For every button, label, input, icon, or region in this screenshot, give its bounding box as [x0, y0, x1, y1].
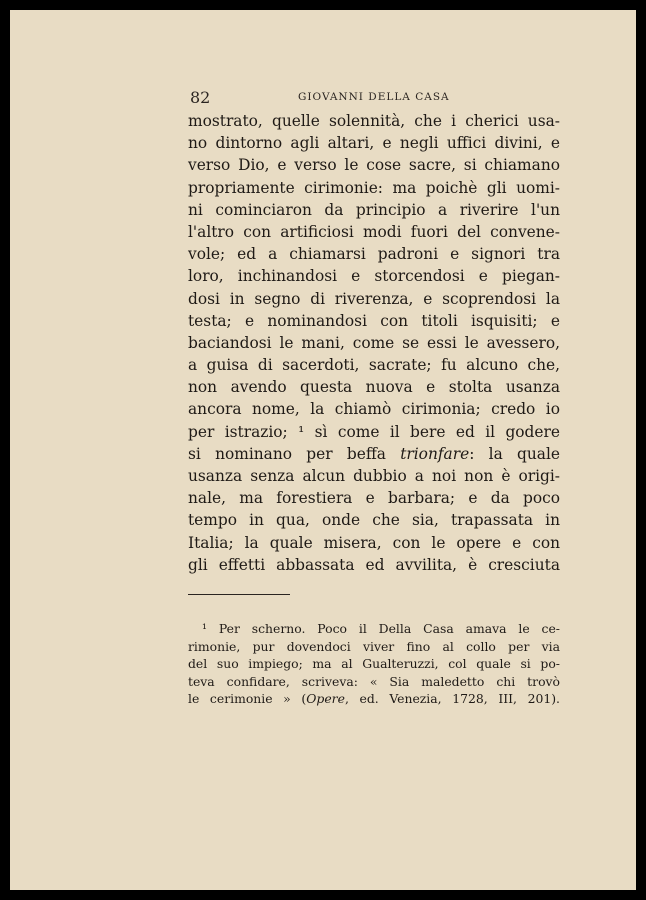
- body-line-9: dosi in segno di riverenza, e scoprendosi la: [188, 289, 560, 308]
- footnote-line-3: del suo impiego; ma al Gualteruzzi, col quale si po-: [188, 656, 560, 672]
- body-line-2: no dintorno agli altari, e negli uffici divini, e: [188, 134, 560, 153]
- body-line-5: ni cominciaron da principio a riverire l'un: [188, 200, 560, 219]
- body-line-17: usanza senza alcun dubbio a noi non è origi-: [188, 467, 560, 485]
- body-line-1: mostrato, quelle solennità, che i cherici usa-: [188, 112, 560, 130]
- footnote-line-5: [188, 690, 560, 708]
- body-line-20: Italia; la quale misera, con le opere e con: [188, 533, 560, 552]
- body-line-7: vole; ed a chiamarsi padroni e signori tra: [188, 245, 560, 264]
- footnote-line-1: ¹ Per scherno. Poco il Della Casa amava le ce-: [202, 621, 560, 636]
- footnote: [188, 620, 560, 708]
- footnote-line-2: rimonie, pur dovendoci viver fino al collo per via: [188, 638, 560, 654]
- body-line-16-tail: : la quale: [469, 444, 560, 463]
- footnote-italic-title: Opere: [306, 691, 345, 707]
- running-title: GIOVANNI DELLA CASA: [298, 91, 450, 103]
- footnote-citation: , ed. Venezia, 1728, III, 201).: [344, 691, 560, 707]
- footnote-line-4: teva confidare, scriveva: « Sia maledetto chi trovò: [188, 673, 560, 689]
- body-line-4: propriamente cirimonie: ma poichè gli uomi-: [188, 178, 560, 197]
- body-line-13: non avendo questa nuova e stolta usanza: [188, 378, 560, 397]
- book-page: [10, 10, 636, 890]
- body-line-16: [188, 443, 560, 465]
- body-line-14: ancora nome, la chiamò cirimonia; credo io: [188, 400, 560, 419]
- running-head: [10, 88, 636, 110]
- body-line-10: testa; e nominandosi con titoli isquisiti; e: [188, 311, 560, 330]
- footnote-rule: [188, 594, 290, 595]
- italic-word: trionfare: [400, 444, 470, 463]
- body-line-11: baciandosi le mani, come se essi le avessero,: [188, 333, 560, 352]
- body-text: [188, 110, 560, 576]
- body-line-8: loro, inchinandosi e storcendosi e piegan-: [188, 267, 560, 286]
- body-line-3: verso Dio, e verso le cose sacre, si chiamano: [188, 156, 560, 175]
- body-line-12: a guisa di sacerdoti, sacrate; fu alcuno che,: [188, 356, 560, 375]
- body-line-19: tempo in qua, onde che sia, trapassata in: [188, 511, 560, 530]
- body-line-15: per istrazio; ¹ sì come il bere ed il godere: [188, 422, 560, 441]
- footnote-paren: (: [301, 691, 307, 707]
- body-line-18: nale, ma forestiera e barbara; e da poco: [188, 489, 560, 508]
- body-line-21: gli effetti abbassata ed avvilita, è cresciuta: [188, 555, 560, 574]
- footnote-line-5-text: le cerimonie »: [188, 691, 291, 707]
- body-line-16-text: si nominano per beffa: [188, 444, 386, 463]
- page-number: 82: [190, 88, 211, 107]
- body-line-6: l'altro con artificiosi modi fuori del convene-: [188, 222, 560, 241]
